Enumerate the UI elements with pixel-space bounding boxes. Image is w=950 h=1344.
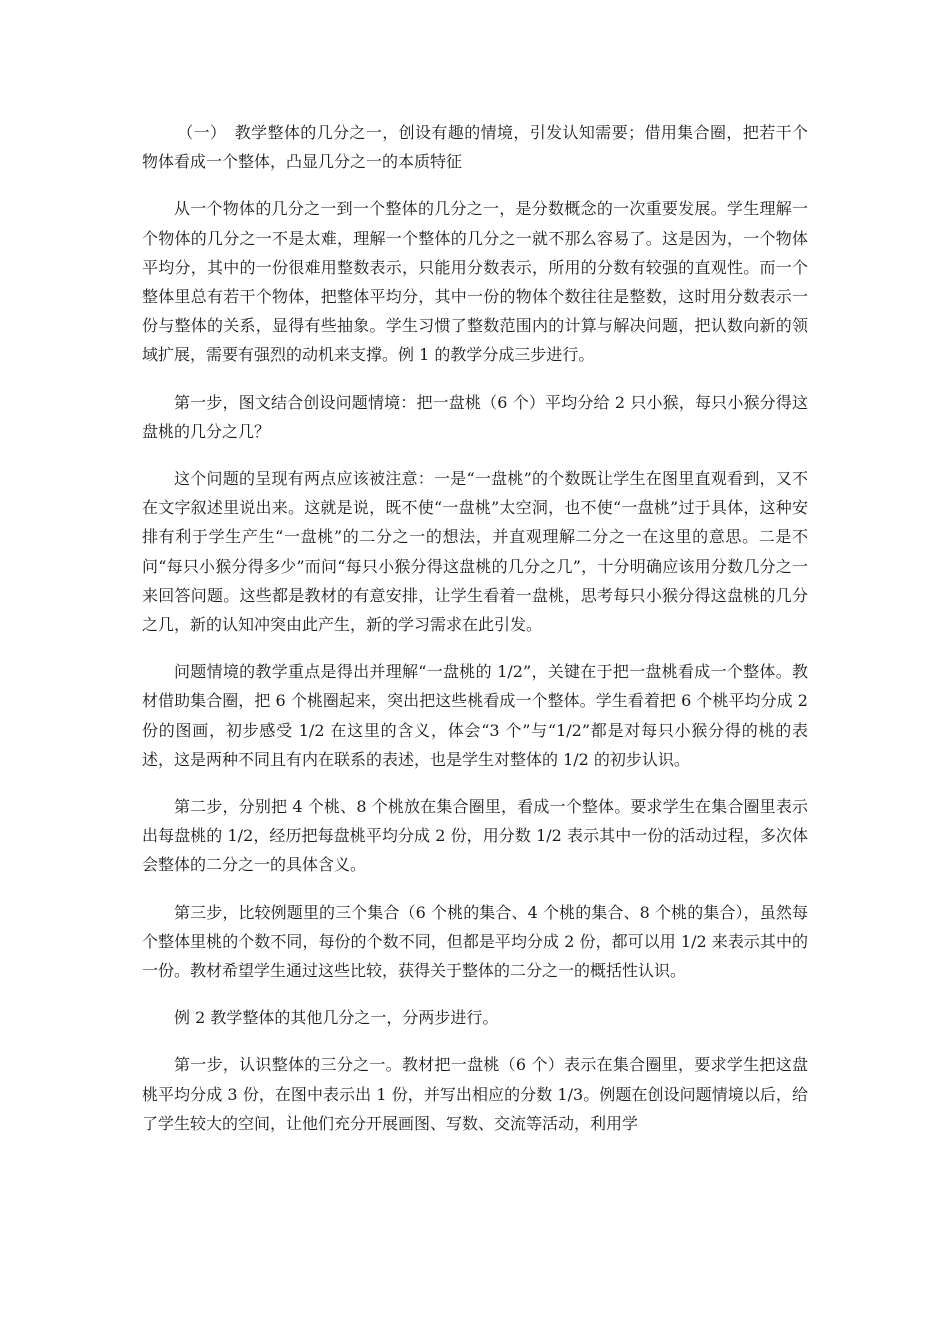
paragraph-step3: 第三步，比较例题里的三个集合（6 个桃的集合、4 个桃的集合、8 个桃的集合），虽然每个整体里桃的个数不同，每份的个数不同，但都是平均分成 2 份，都可以用 1/2 来表示其中的一份。教材希望学生通过这些比较，获得关于整体的二分之一的概括性认识。 bbox=[142, 902, 808, 981]
paragraph-focus: 问题情境的教学重点是得出并理解“一盘桃的 1/2”，关键在于把一盘桃看成一个整体。教材借助集合圈，把 6 个桃圈起来，突出把这些桃看成一个整体。学生看着把 6 个桃平均分成 2 份的图画，初步感受 1/2 在这里的含义，体会“3 个”与“1/2”都是对每只小猴分得的桃的表述，这是两种不同且有内在联系的表述，也是学生对整体的 1/2 的初步认识。 bbox=[142, 662, 808, 769]
paragraph-step1: 第一步，图文结合创设问题情境：把一盘桃（6 个）平均分给 2 只小猴，每只小猴分得这盘桃的几分之几？ bbox=[142, 392, 808, 441]
paragraph-example2: 例 2 教学整体的其他几分之一，分两步进行。 bbox=[174, 1008, 499, 1028]
section-heading: （一） 教学整体的几分之一，创设有趣的情境，引发认知需要；借用集合圈，把若干个物体看成一个整体，凸显几分之一的本质特征 bbox=[142, 123, 808, 172]
paragraph-step2: 第二步，分别把 4 个桃、8 个桃放在集合圈里，看成一个整体。要求学生在集合圈里表示出每盘桃的 1/2，经历把每盘桃平均分成 2 份，用分数 1/2 表示其中一份的活动过程，多次体会整体的二分之一的具体含义。 bbox=[142, 797, 808, 875]
paragraph-example2-step1: 第一步，认识整体的三分之一。教材把一盘桃（6 个）表示在集合圈里，要求学生把这盘桃平均分成 3 份，在图中表示出 1 份，并写出相应的分数 1/3。例题在创设问题情境以后，给了学生较大的空间，让他们充分开展画图、写数、交流等活动，利用学 bbox=[142, 1055, 808, 1133]
document-body bbox=[142, 118, 808, 1156]
paragraph-intro: 从一个物体的几分之一到一个整体的几分之一，是分数概念的一次重要发展。学生理解一个物体的几分之一不是太难，理解一个整体的几分之一就不那么容易了。这是因为，一个物体平均分，其中的一份很难用整数表示，只能用分数表示，所用的分数有较强的直观性。而一个整体里总有若干个物体，把整体平均分，其中一份的物体个数往往是整数，这时用分数表示一份与整体的关系，显得有些抽象。学生习惯了整数范围内的计算与解决问题，把认数向新的领域扩展，需要有强烈的动机来支撑。例 1 的教学分成三步进行。 bbox=[142, 199, 808, 365]
paragraph-attention: 这个问题的呈现有两点应该被注意：一是“一盘桃”的个数既让学生在图里直观看到，又不在文字叙述里说出来。这就是说，既不使“一盘桃”太空洞，也不使“一盘桃”过于具体，这种安排有利于学生产生“一盘桃”的二分之一的想法，并直观理解二分之一在这里的意思。二是不问“每只小猴分得多少”而问“每只小猴分得这盘桃的几分之几”，十分明确应该用分数几分之一来回答问题。这些都是教材的有意安排，让学生看着一盘桃，思考每只小猴分得这盘桃的几分之几，新的认知冲突由此产生，新的学习需求在此引发。 bbox=[142, 469, 808, 635]
